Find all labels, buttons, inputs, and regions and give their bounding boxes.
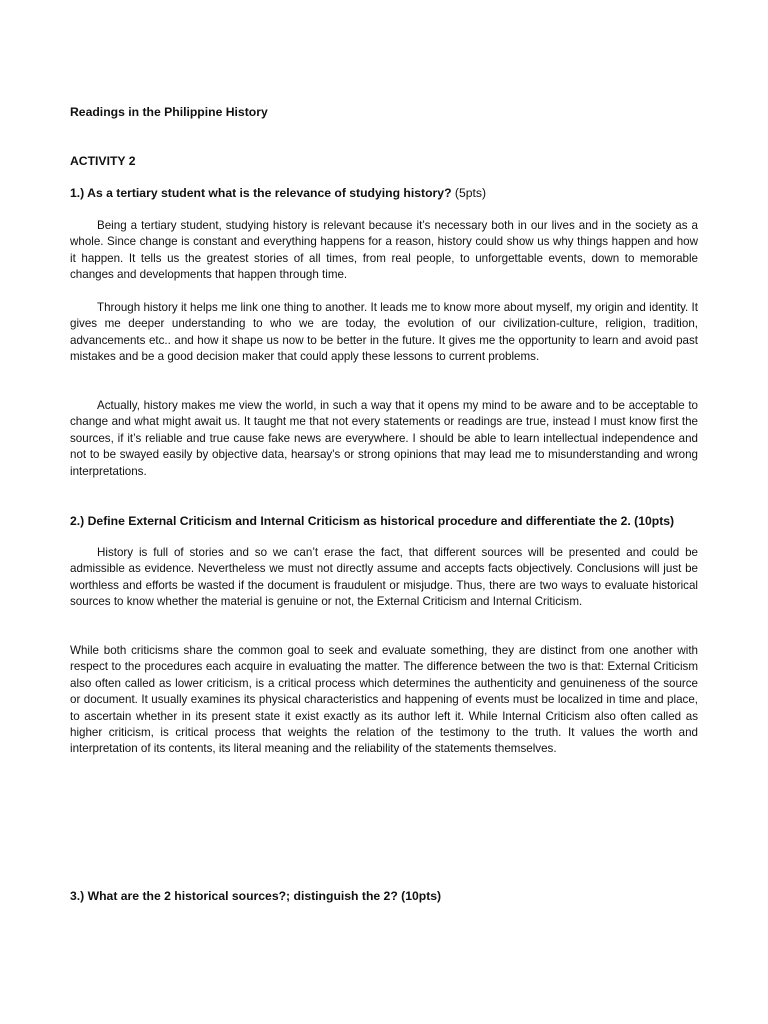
answer-1-paragraph-3: Actually, history makes me view the world, in such a way that it opens my mind to be aware and to be acceptable to change and what might await us. It taught me that not every statements or readings are true, instead I must know first the sources, if it’s reliable and true cause fake news are everywhere. I should be able to learn intellectual independence and not to be swayed easily by objective data, hearsay's or strong opinions that may lead me to misunderstanding and wrong interpretations. (70, 399, 698, 478)
answer-1-paragraph-2: Through history it helps me link one thing to another. It leads me to know more about myself, my origin and identity. It gives me deeper understanding to who we are today, the evolution of our civilization-culture, religion, tradition, advancements etc.. and how it shape us now to be better in the future. It gives me the opportunity to learn and avoid past mistakes and be a good decision maker that could apply these lessons to current problems. (70, 301, 698, 364)
question-1 (70, 185, 698, 201)
answer-2-paragraph-2: While both criticisms share the common goal to seek and evaluate something, they are distinct from one another with respect to the procedures each acquire in evaluating the matter. The difference between the two is that: External Criticism also often called as lower criticism, is a critical process which determines the authenticity and genuineness of the source or document. It usually examines its physical characteristics and happening of events must be localized in time and place, to ascertain whether in its present state it exist exactly as its author left it. While Internal Criticism also often called as higher criticism, is critical process that weights the relation of the testimony to the truth. It values the worth and interpretation of its contents, its literal meaning and the reliability of the statements themselves. (70, 644, 698, 756)
answer-2-paragraph-1: History is full of stories and so we can’t erase the fact, that different sources will be presented and could be admissible as evidence. Nevertheless we must not directly assume and accepts facts objectively. Conclusions will just be worthless and efforts be wasted if the document is fraudulent or misjudge. Thus, there are two ways to evaluate historical sources to know whether the material is genuine or not, the External Criticism and Internal Criticism. (70, 546, 698, 609)
answer-1-paragraph-1: Being a tertiary student, studying history is relevant because it’s necessary both in our lives and in the society as a whole. Since change is constant and everything happens for a reason, history could show us why things happen and how it happen. It tells us the greatest stories of all times, from real people, to unforgettable events, down to memorable changes and developments that happen through time. (70, 219, 698, 282)
question-3-prompt: 3.) What are the 2 historical sources?; distinguish the 2? (10pts) (70, 889, 442, 903)
question-2-prompt: 2.) Define External Criticism and Internal Criticism as historical procedure and differentiate the 2. (10pts) (70, 514, 675, 528)
document-page (70, 0, 698, 1024)
question-1-prompt: 1.) As a tertiary student what is the relevance of studying history? (70, 186, 455, 200)
question-1-points: (5pts) (454, 186, 487, 200)
document-title: Readings in the Philippine History (70, 105, 268, 119)
activity-heading: ACTIVITY 2 (70, 154, 136, 168)
